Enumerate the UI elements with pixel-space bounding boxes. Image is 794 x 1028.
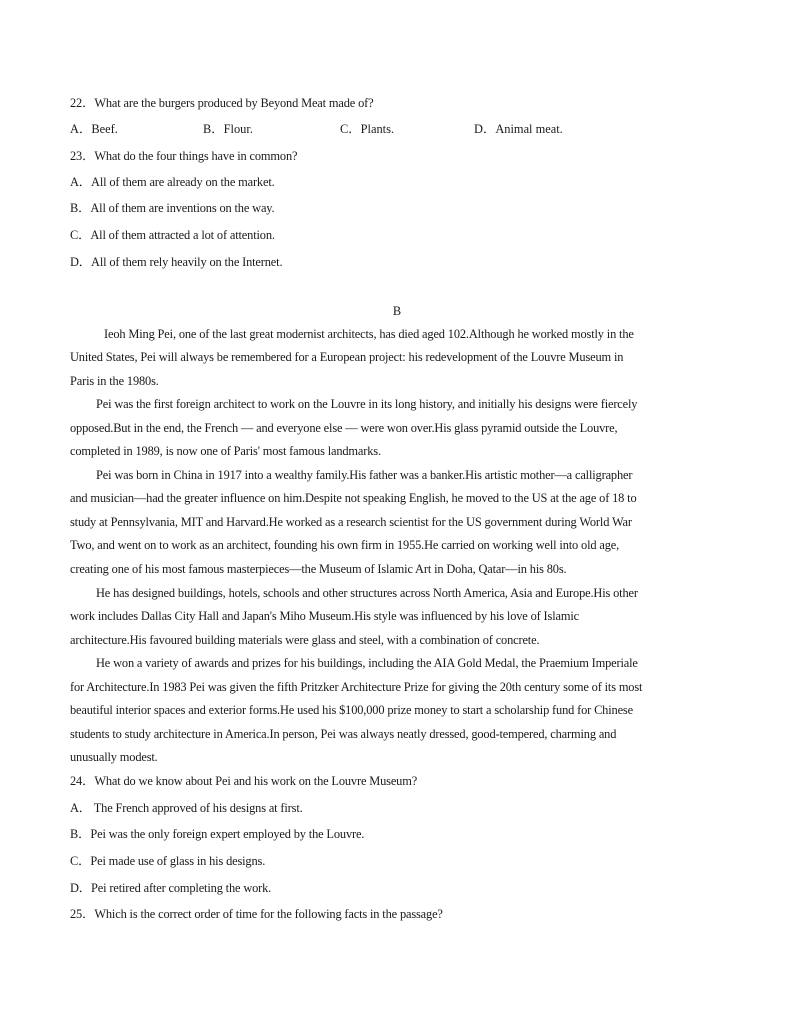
q23-option-c: C．All of them attracted a lot of attention.: [70, 228, 275, 242]
q22-option-b: B．Flour.: [203, 122, 253, 136]
passage-line: creating one of his most famous masterpieces—the Museum of Islamic Art in Doha, Qatar—in his 80s.: [70, 562, 567, 576]
q23-option-d: D．All of them rely heavily on the Internet.: [70, 255, 283, 269]
passage-line: for Architecture.In 1983 Pei was given the fifth Pritzker Architecture Prize for giving the 20th century some of its most: [70, 680, 643, 694]
q24-option-b: B．Pei was the only foreign expert employed by the Louvre.: [70, 827, 365, 841]
passage-line: study at Pennsylvania, MIT and Harvard.He worked as a research scientist for the US government during World War: [70, 515, 632, 529]
passage-line: and musician—had the greater influence on him.Despite not speaking English, he moved to the US at the age of 18 to: [70, 491, 637, 505]
passage-line: architecture.His favoured building materials were glass and steel, with a combination of concrete.: [70, 633, 540, 647]
q24-option-a: A． The French approved of his designs at first.: [70, 801, 303, 815]
q22-option-c: C．Plants.: [340, 122, 395, 136]
question-24-stem: 24．What do we know about Pei and his work on the Louvre Museum?: [70, 774, 418, 788]
passage-line: Ieoh Ming Pei, one of the last great modernist architects, has died aged 102.Although he worked mostly in the: [104, 327, 634, 341]
passage-line: Two, and went on to work as an architect, founding his own firm in 1955.He carried on working well into old age,: [70, 538, 620, 552]
passage-line: He won a variety of awards and prizes for his buildings, including the AIA Gold Medal, the Praemium Imperiale: [96, 656, 638, 670]
passage-line: unusually modest.: [70, 750, 158, 764]
passage-line: Pei was born in China in 1917 into a wealthy family.His father was a banker.His artistic mother—a calligrapher: [96, 468, 633, 482]
question-25-stem: 25．Which is the correct order of time for the following facts in the passage?: [70, 907, 443, 921]
question-22-stem: 22．What are the burgers produced by Beyond Meat made of?: [70, 96, 374, 110]
passage-line: beautiful interior spaces and exterior forms.He used his $100,000 prize money to start a scholarship fund for Chinese: [70, 703, 633, 717]
passage-line: United States, Pei will always be remembered for a European project: his redevelopment of the Louvre Museum in: [70, 350, 624, 364]
section-b-heading: B: [392, 304, 402, 318]
passage-line: completed in 1989, is now one of Paris' most famous landmarks.: [70, 444, 381, 458]
q24-option-d: D．Pei retired after completing the work.: [70, 881, 272, 895]
q22-option-a: A．Beef.: [70, 122, 118, 136]
passage-line: work includes Dallas City Hall and Japan's Miho Museum.His style was influenced by his love of Islamic: [70, 609, 579, 623]
passage-line: Paris in the 1980s.: [70, 374, 159, 388]
passage-line: Pei was the first foreign architect to work on the Louvre in its long history, and initially his designs were fiercely: [96, 397, 638, 411]
q23-option-a: A．All of them are already on the market.: [70, 175, 275, 189]
passage-line: students to study architecture in America.In person, Pei was always neatly dressed, good-tempered, charming and: [70, 727, 617, 741]
q23-option-b: B．All of them are inventions on the way.: [70, 201, 275, 215]
q22-option-d: D．Animal meat.: [474, 122, 563, 136]
q24-option-c: C．Pei made use of glass in his designs.: [70, 854, 266, 868]
passage-line: opposed.But in the end, the French — and everyone else — were won over.His glass pyramid outside the Louvre,: [70, 421, 618, 435]
question-23-stem: 23．What do the four things have in common?: [70, 149, 298, 163]
passage-line: He has designed buildings, hotels, schools and other structures across North America, Asia and Europe.His other: [96, 586, 638, 600]
